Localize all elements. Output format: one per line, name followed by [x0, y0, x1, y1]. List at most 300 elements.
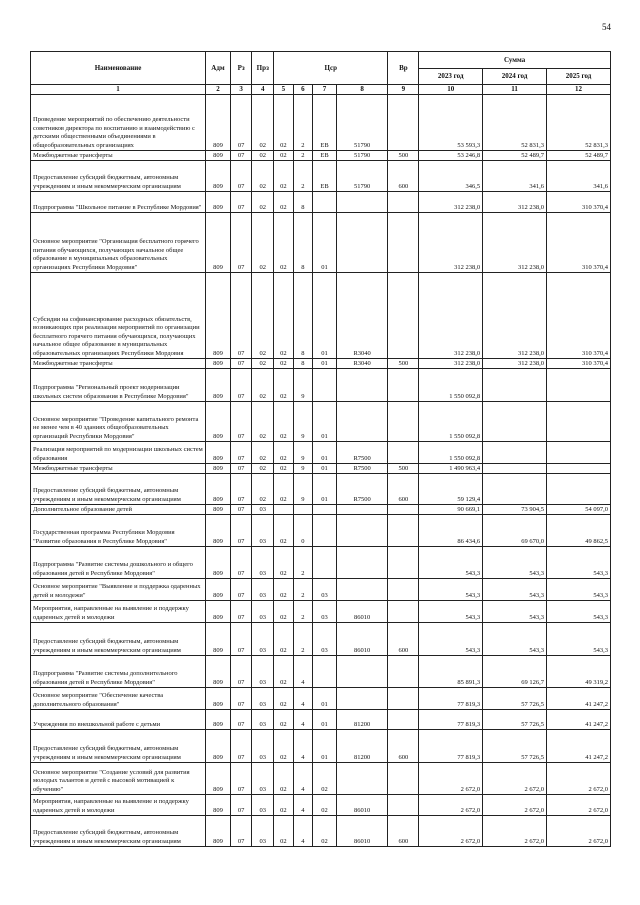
row-cer-2: 4: [293, 710, 313, 730]
row-sum-2024: 312 238,0: [483, 192, 547, 213]
row-cer-4: [336, 547, 388, 579]
row-cer-3: [313, 369, 337, 402]
row-cer-3: [313, 192, 337, 213]
row-adm: 809: [206, 474, 231, 505]
column-index: 5: [274, 85, 294, 95]
row-name: Подпрограмма "Школьное питание в Республике Мордовия": [31, 192, 206, 213]
row-prz: 03: [252, 547, 274, 579]
row-prz: 03: [252, 710, 274, 730]
row-cer-3: 01: [313, 464, 337, 474]
row-adm: 809: [206, 763, 231, 795]
row-rz: 07: [230, 730, 252, 763]
row-cer-4: 51790: [336, 151, 388, 161]
row-sum-2023: 53 246,8: [419, 151, 483, 161]
header-prz: Прз: [252, 52, 274, 85]
row-vr: [388, 273, 419, 359]
row-sum-2025: 543,3: [547, 601, 611, 623]
row-rz: 07: [230, 601, 252, 623]
header-adm: Адм: [206, 52, 231, 85]
column-index: 1: [31, 85, 206, 95]
row-adm: 809: [206, 656, 231, 688]
row-cer-2: 4: [293, 656, 313, 688]
row-vr: [388, 710, 419, 730]
row-sum-2023: 2 672,0: [419, 795, 483, 816]
row-rz: 07: [230, 656, 252, 688]
row-name: Основное мероприятие "Создание условий для развития молодых талантов и детей с высокой мотивацией к обучению": [31, 763, 206, 795]
row-sum-2023: 312 238,0: [419, 213, 483, 273]
row-cer-1: 02: [274, 688, 294, 710]
row-cer-3: [313, 656, 337, 688]
row-cer-1: 02: [274, 515, 294, 547]
row-sum-2024: 543,3: [483, 623, 547, 656]
row-sum-2023: 312 238,0: [419, 359, 483, 369]
row-cer-4: [336, 688, 388, 710]
row-vr: [388, 369, 419, 402]
row-cer-4: R7500: [336, 474, 388, 505]
row-cer-2: 9: [293, 442, 313, 464]
row-sum-2024: 543,3: [483, 547, 547, 579]
column-index: 6: [293, 85, 313, 95]
row-vr: [388, 795, 419, 816]
table-body: [31, 95, 611, 847]
row-adm: 809: [206, 547, 231, 579]
row-cer-3: 01: [313, 474, 337, 505]
row-cer-2: 8: [293, 213, 313, 273]
table-row: [31, 213, 611, 273]
row-name: Основное мероприятие "Выявление и поддержка одаренных детей и молодежи": [31, 579, 206, 601]
row-sum-2025: 310 370,4: [547, 273, 611, 359]
row-sum-2024: 52 831,3: [483, 95, 547, 151]
row-sum-2025: [547, 369, 611, 402]
row-cer-1: 02: [274, 816, 294, 847]
row-cer-1: 02: [274, 579, 294, 601]
row-name: Мероприятия, направленные на выявление и поддержку одаренных детей и молодежи: [31, 795, 206, 816]
row-name: Межбюджетные трансферты: [31, 464, 206, 474]
row-cer-2: [293, 505, 313, 515]
header-vr: Вр: [388, 52, 419, 85]
row-rz: 07: [230, 579, 252, 601]
row-sum-2024: 73 904,5: [483, 505, 547, 515]
row-cer-4: [336, 213, 388, 273]
row-rz: 07: [230, 816, 252, 847]
row-sum-2025: 49 862,5: [547, 515, 611, 547]
table-row: [31, 464, 611, 474]
row-sum-2025: 49 319,2: [547, 656, 611, 688]
row-prz: 02: [252, 273, 274, 359]
column-index: 12: [547, 85, 611, 95]
row-vr: 600: [388, 730, 419, 763]
row-sum-2023: 543,3: [419, 623, 483, 656]
row-adm: 809: [206, 192, 231, 213]
row-sum-2023: 543,3: [419, 579, 483, 601]
row-cer-4: 51790: [336, 95, 388, 151]
row-rz: 07: [230, 442, 252, 464]
row-sum-2023: 86 434,6: [419, 515, 483, 547]
row-prz: 03: [252, 795, 274, 816]
header-2023: 2023 год: [419, 69, 483, 85]
row-cer-1: 02: [274, 601, 294, 623]
row-adm: 809: [206, 601, 231, 623]
row-cer-4: [336, 192, 388, 213]
row-cer-3: 02: [313, 763, 337, 795]
row-adm: 809: [206, 442, 231, 464]
row-sum-2024: 543,3: [483, 601, 547, 623]
column-index: 2: [206, 85, 231, 95]
row-cer-3: 01: [313, 273, 337, 359]
row-adm: 809: [206, 816, 231, 847]
row-cer-2: 9: [293, 464, 313, 474]
row-sum-2024: 2 672,0: [483, 763, 547, 795]
row-sum-2023: 85 891,3: [419, 656, 483, 688]
row-prz: 02: [252, 369, 274, 402]
row-adm: 809: [206, 515, 231, 547]
row-sum-2023: 1 550 092,8: [419, 442, 483, 464]
table-row: [31, 656, 611, 688]
row-sum-2023: 312 238,0: [419, 192, 483, 213]
row-cer-3: ЕВ: [313, 95, 337, 151]
table-row: [31, 688, 611, 710]
row-sum-2024: 543,3: [483, 579, 547, 601]
row-cer-1: 02: [274, 273, 294, 359]
column-index: 11: [483, 85, 547, 95]
row-rz: 07: [230, 763, 252, 795]
row-cer-3: [313, 505, 337, 515]
row-sum-2025: 543,3: [547, 579, 611, 601]
row-adm: 809: [206, 151, 231, 161]
row-cer-3: 01: [313, 213, 337, 273]
row-cer-3: 01: [313, 688, 337, 710]
table-row: [31, 763, 611, 795]
row-rz: 07: [230, 515, 252, 547]
row-rz: 07: [230, 151, 252, 161]
row-sum-2024: 69 670,0: [483, 515, 547, 547]
column-index: 9: [388, 85, 419, 95]
row-vr: [388, 601, 419, 623]
row-adm: 809: [206, 688, 231, 710]
row-vr: [388, 688, 419, 710]
row-cer-3: 01: [313, 359, 337, 369]
row-prz: 03: [252, 763, 274, 795]
row-prz: 03: [252, 515, 274, 547]
header-cer: Цср: [274, 52, 388, 85]
row-adm: 809: [206, 213, 231, 273]
table-row: [31, 579, 611, 601]
row-cer-4: 86010: [336, 601, 388, 623]
row-sum-2023: 2 672,0: [419, 763, 483, 795]
row-cer-3: ЕВ: [313, 161, 337, 192]
table-row: [31, 547, 611, 579]
row-adm: 809: [206, 369, 231, 402]
row-vr: 600: [388, 623, 419, 656]
row-sum-2025: 341,6: [547, 161, 611, 192]
row-rz: 07: [230, 464, 252, 474]
column-index: 8: [336, 85, 388, 95]
row-sum-2024: 57 726,5: [483, 730, 547, 763]
row-sum-2024: [483, 474, 547, 505]
row-rz: 07: [230, 795, 252, 816]
row-cer-4: 51790: [336, 161, 388, 192]
row-rz: 07: [230, 161, 252, 192]
row-cer-3: 02: [313, 795, 337, 816]
row-cer-1: 02: [274, 763, 294, 795]
row-cer-3: 01: [313, 730, 337, 763]
row-sum-2024: [483, 442, 547, 464]
row-name: Основное мероприятие "Организация бесплатного горячего питания обучающихся, получающих начальное общее образование в муниципальных образовательных организациях Республики Мордовия": [31, 213, 206, 273]
row-cer-2: 2: [293, 547, 313, 579]
row-prz: 03: [252, 623, 274, 656]
row-adm: 809: [206, 623, 231, 656]
row-vr: [388, 402, 419, 442]
row-adm: 809: [206, 95, 231, 151]
row-cer-2: 9: [293, 369, 313, 402]
column-index: 10: [419, 85, 483, 95]
row-adm: 809: [206, 273, 231, 359]
row-adm: 809: [206, 161, 231, 192]
row-cer-1: 02: [274, 623, 294, 656]
row-sum-2023: 1 550 092,8: [419, 369, 483, 402]
row-cer-1: 02: [274, 710, 294, 730]
row-sum-2025: [547, 474, 611, 505]
row-adm: 809: [206, 402, 231, 442]
header-rz: Рз: [230, 52, 252, 85]
row-sum-2023: 53 593,3: [419, 95, 483, 151]
row-cer-2: 4: [293, 730, 313, 763]
row-rz: 07: [230, 213, 252, 273]
row-vr: [388, 763, 419, 795]
row-name: Подпрограмма "Региональный проект модернизации школьных систем образования в Республике Мордовия": [31, 369, 206, 402]
row-vr: 600: [388, 474, 419, 505]
row-cer-4: 86010: [336, 623, 388, 656]
row-vr: 600: [388, 816, 419, 847]
row-cer-4: 81200: [336, 730, 388, 763]
row-cer-2: 2: [293, 161, 313, 192]
row-prz: 02: [252, 213, 274, 273]
row-prz: 02: [252, 151, 274, 161]
row-cer-2: 2: [293, 579, 313, 601]
row-prz: 02: [252, 359, 274, 369]
row-adm: 809: [206, 579, 231, 601]
table-row: [31, 151, 611, 161]
row-sum-2023: 346,5: [419, 161, 483, 192]
row-prz: 03: [252, 656, 274, 688]
row-cer-4: [336, 515, 388, 547]
row-cer-2: 2: [293, 623, 313, 656]
table-row: [31, 601, 611, 623]
row-prz: 03: [252, 816, 274, 847]
row-cer-4: [336, 579, 388, 601]
row-prz: 02: [252, 464, 274, 474]
row-cer-3: 03: [313, 579, 337, 601]
row-name: Мероприятия, направленные на выявление и поддержку одаренных детей и молодежи: [31, 601, 206, 623]
table-row: [31, 515, 611, 547]
row-adm: 809: [206, 359, 231, 369]
row-cer-1: 02: [274, 656, 294, 688]
row-cer-2: 2: [293, 95, 313, 151]
row-adm: 809: [206, 730, 231, 763]
row-cer-2: 4: [293, 688, 313, 710]
table-row: [31, 710, 611, 730]
row-cer-4: [336, 402, 388, 442]
row-prz: 03: [252, 505, 274, 515]
row-sum-2025: [547, 402, 611, 442]
row-cer-3: 01: [313, 710, 337, 730]
row-sum-2023: 59 129,4: [419, 474, 483, 505]
column-index: 3: [230, 85, 252, 95]
row-sum-2025: 2 672,0: [547, 763, 611, 795]
header-2025: 2025 год: [547, 69, 611, 85]
row-vr: 500: [388, 359, 419, 369]
row-cer-1: 02: [274, 192, 294, 213]
row-sum-2025: 41 247,2: [547, 730, 611, 763]
table-row: [31, 192, 611, 213]
row-prz: 02: [252, 95, 274, 151]
row-cer-3: [313, 515, 337, 547]
table-row: [31, 359, 611, 369]
row-sum-2023: 543,3: [419, 601, 483, 623]
row-vr: [388, 192, 419, 213]
row-sum-2024: 57 726,5: [483, 688, 547, 710]
row-cer-1: 02: [274, 213, 294, 273]
row-cer-4: [336, 763, 388, 795]
row-cer-1: 02: [274, 369, 294, 402]
row-cer-2: 9: [293, 402, 313, 442]
column-index: 7: [313, 85, 337, 95]
row-cer-1: 02: [274, 795, 294, 816]
row-sum-2024: 2 672,0: [483, 795, 547, 816]
row-cer-2: 0: [293, 515, 313, 547]
row-sum-2025: 310 370,4: [547, 359, 611, 369]
row-sum-2023: 1 490 963,4: [419, 464, 483, 474]
row-sum-2024: 312 238,0: [483, 359, 547, 369]
row-cer-4: [336, 369, 388, 402]
row-cer-4: R3040: [336, 359, 388, 369]
row-name: Межбюджетные трансферты: [31, 151, 206, 161]
row-cer-4: [336, 656, 388, 688]
page-number: 54: [602, 22, 611, 32]
row-sum-2024: 341,6: [483, 161, 547, 192]
row-cer-2: 4: [293, 763, 313, 795]
row-sum-2023: 90 669,1: [419, 505, 483, 515]
table-row: [31, 369, 611, 402]
row-prz: 02: [252, 442, 274, 464]
row-sum-2024: 312 238,0: [483, 213, 547, 273]
row-adm: 809: [206, 505, 231, 515]
row-prz: 02: [252, 161, 274, 192]
row-sum-2025: 543,3: [547, 547, 611, 579]
row-cer-3: [313, 547, 337, 579]
budget-table: [30, 51, 611, 847]
row-sum-2024: 312 238,0: [483, 273, 547, 359]
row-name: Основное мероприятие "Обеспечение качества дополнительного образования": [31, 688, 206, 710]
row-sum-2025: 2 672,0: [547, 795, 611, 816]
row-cer-3: ЕВ: [313, 151, 337, 161]
row-rz: 07: [230, 710, 252, 730]
header-name: Наименование: [31, 52, 206, 85]
row-sum-2023: 543,3: [419, 547, 483, 579]
table-row: [31, 623, 611, 656]
row-cer-1: 02: [274, 402, 294, 442]
row-name: Реализация мероприятий по модернизации школьных систем образования: [31, 442, 206, 464]
row-sum-2024: 57 726,5: [483, 710, 547, 730]
row-sum-2025: 543,3: [547, 623, 611, 656]
row-rz: 07: [230, 359, 252, 369]
header-sum: Сумма: [419, 52, 611, 69]
row-cer-4: 81200: [336, 710, 388, 730]
row-sum-2025: 310 370,4: [547, 213, 611, 273]
row-name: Учреждения по внешкольной работе с детьми: [31, 710, 206, 730]
row-sum-2025: 52 489,7: [547, 151, 611, 161]
row-cer-2: 8: [293, 192, 313, 213]
row-cer-1: [274, 505, 294, 515]
row-cer-2: 8: [293, 273, 313, 359]
row-cer-2: 8: [293, 359, 313, 369]
row-name: Межбюджетные трансферты: [31, 359, 206, 369]
row-prz: 03: [252, 688, 274, 710]
row-cer-2: 2: [293, 151, 313, 161]
row-rz: 07: [230, 505, 252, 515]
row-cer-1: 02: [274, 95, 294, 151]
row-adm: 809: [206, 710, 231, 730]
row-cer-3: 01: [313, 442, 337, 464]
row-vr: 600: [388, 161, 419, 192]
row-sum-2023: 1 550 092,8: [419, 402, 483, 442]
row-cer-2: 9: [293, 474, 313, 505]
row-sum-2024: 69 126,7: [483, 656, 547, 688]
row-cer-1: 02: [274, 464, 294, 474]
table-row: [31, 95, 611, 151]
row-vr: [388, 213, 419, 273]
row-name: Предоставление субсидий бюджетным, автономным учреждениям и иным некоммерческим организациям: [31, 623, 206, 656]
row-sum-2025: 2 672,0: [547, 816, 611, 847]
table-row: [31, 402, 611, 442]
row-vr: [388, 579, 419, 601]
row-cer-4: 86010: [336, 816, 388, 847]
row-cer-3: 03: [313, 601, 337, 623]
row-vr: [388, 656, 419, 688]
row-name: Дополнительное образование детей: [31, 505, 206, 515]
row-cer-4: R7500: [336, 464, 388, 474]
table-row: [31, 161, 611, 192]
row-vr: [388, 515, 419, 547]
row-prz: 02: [252, 474, 274, 505]
row-sum-2024: [483, 464, 547, 474]
header-row: [31, 52, 611, 69]
row-name: Субсидии на софинансирование расходных обязательств, возникающих при реализации мероприятий по организации бесплатного горячего питания обучающихся, получающих начальное общее образование в муниципальных образовательных организациях Республики Мордовия: [31, 273, 206, 359]
row-rz: 07: [230, 273, 252, 359]
row-cer-4: 86010: [336, 795, 388, 816]
row-sum-2023: 77 819,3: [419, 730, 483, 763]
row-prz: 03: [252, 601, 274, 623]
table-row: [31, 442, 611, 464]
row-cer-1: 02: [274, 359, 294, 369]
row-sum-2025: [547, 464, 611, 474]
row-vr: 500: [388, 464, 419, 474]
row-vr: [388, 95, 419, 151]
row-sum-2023: 77 819,3: [419, 688, 483, 710]
row-rz: 07: [230, 623, 252, 656]
row-cer-1: 02: [274, 547, 294, 579]
header-2024: 2024 год: [483, 69, 547, 85]
row-sum-2024: [483, 369, 547, 402]
row-adm: 809: [206, 464, 231, 474]
row-vr: [388, 442, 419, 464]
row-rz: 07: [230, 402, 252, 442]
row-name: Предоставление субсидий бюджетным, автономным учреждениям и иным некоммерческим организациям: [31, 474, 206, 505]
row-rz: 07: [230, 547, 252, 579]
row-adm: 809: [206, 795, 231, 816]
row-vr: [388, 547, 419, 579]
row-cer-3: 03: [313, 623, 337, 656]
